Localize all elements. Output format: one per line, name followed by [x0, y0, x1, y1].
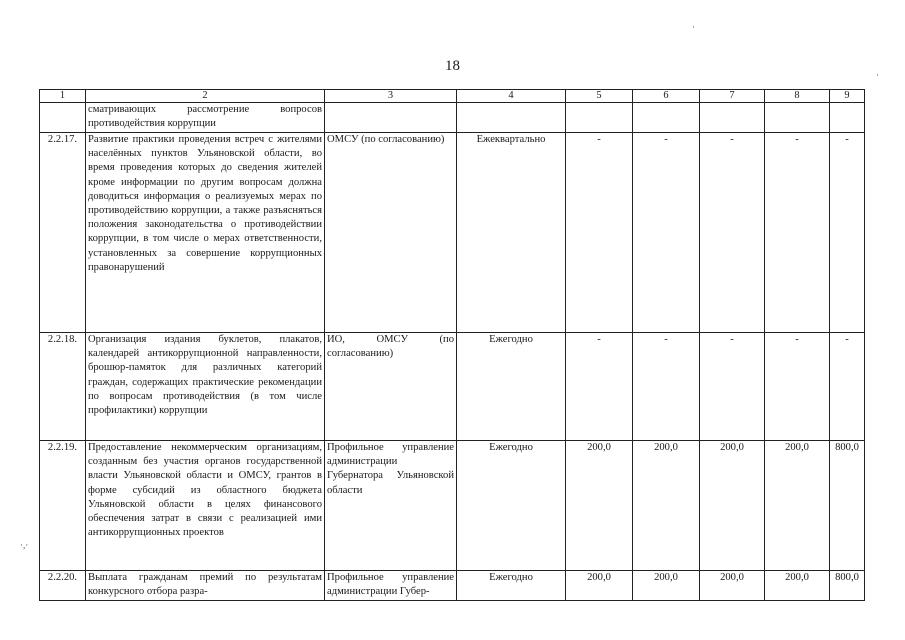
- column-header: 2: [86, 90, 325, 103]
- executor-cell: Профильное управление администрации Губернатора Ульяновской области: [325, 441, 457, 571]
- value-cell: 200,0: [566, 441, 633, 571]
- column-header: 8: [765, 90, 830, 103]
- period-cell: Ежегодно: [457, 571, 566, 601]
- value-cell: -: [633, 333, 700, 441]
- row-number: 2.2.17.: [40, 133, 86, 333]
- value-cell: 200,0: [566, 571, 633, 601]
- column-header: 3: [325, 90, 457, 103]
- column-header: 1: [40, 90, 86, 103]
- table-row: [40, 103, 865, 133]
- value-cell: [700, 103, 765, 133]
- executor-cell: [325, 103, 457, 133]
- value-cell: -: [700, 333, 765, 441]
- table-row: [40, 441, 865, 571]
- value-cell: -: [633, 133, 700, 333]
- header-row: [40, 90, 865, 103]
- measure-text: Выплата гражданам премий по результатам конкурсного отбора разра-: [86, 571, 325, 601]
- scan-speck: ·: [692, 22, 695, 32]
- table-row: [40, 571, 865, 601]
- row-number: 2.2.18.: [40, 333, 86, 441]
- value-cell: -: [566, 133, 633, 333]
- period-cell: Ежегодно: [457, 333, 566, 441]
- value-cell: 200,0: [633, 441, 700, 571]
- page-number: 18: [445, 58, 460, 74]
- table-row: [40, 133, 865, 333]
- value-cell: [830, 103, 865, 133]
- row-number: 2.2.19.: [40, 441, 86, 571]
- value-cell: -: [765, 333, 830, 441]
- value-cell: 200,0: [700, 571, 765, 601]
- value-cell: 800,0: [830, 571, 865, 601]
- measure-text: сматривающих рассмотрение вопросов противодействия коррупции: [86, 103, 325, 133]
- scan-speck: ·: [876, 70, 879, 80]
- row-number: 2.2.20.: [40, 571, 86, 601]
- value-cell: -: [566, 333, 633, 441]
- measure-text: Организация издания буклетов, плакатов, календарей антикоррупционной направленности, брошюр-памяток для различных категорий граждан, содержащих практические рекомендации по вопросам противодействия (в том числе профилактики) коррупции: [86, 333, 325, 441]
- value-cell: [633, 103, 700, 133]
- value-cell: [765, 103, 830, 133]
- value-cell: 800,0: [830, 441, 865, 571]
- measure-text: Предоставление некоммерческим организациям, созданным без участия органов государственной власти Ульяновской области и ОМСУ, грантов в форме субсидий из областного бюджета Ульяновской области в целях финансового обеспечения затрат в связи с реализацией ими антикоррупционных проектов: [86, 441, 325, 571]
- row-number: [40, 103, 86, 133]
- value-cell: [566, 103, 633, 133]
- period-cell: Ежегодно: [457, 441, 566, 571]
- executor-cell: ОМСУ (по согласованию): [325, 133, 457, 333]
- value-cell: 200,0: [765, 571, 830, 601]
- executor-cell: ИО, ОМСУ (по согласованию): [325, 333, 457, 441]
- value-cell: 200,0: [633, 571, 700, 601]
- column-header: 6: [633, 90, 700, 103]
- value-cell: 200,0: [700, 441, 765, 571]
- column-header: 5: [566, 90, 633, 103]
- value-cell: -: [700, 133, 765, 333]
- value-cell: -: [830, 333, 865, 441]
- executor-cell: Профильное управление администрации Губер-: [325, 571, 457, 601]
- column-header: 4: [457, 90, 566, 103]
- column-header: 9: [830, 90, 865, 103]
- measures-table: [39, 89, 865, 601]
- value-cell: -: [765, 133, 830, 333]
- period-cell: Ежеквартально: [457, 133, 566, 333]
- table-row: [40, 333, 865, 441]
- value-cell: 200,0: [765, 441, 830, 571]
- column-header: 7: [700, 90, 765, 103]
- measure-text: Развитие практики проведения встреч с жителями населённых пунктов Ульяновской области, во время проведения которых до сведения жителей кроме информации по другим вопросам должна доводиться информация о реализуемых мерах по противодействию коррупции, а также разъясняться положения законодательства о противодействии коррупции, в том числе о мерах ответственности, установленных за совершение коррупционных правонарушений: [86, 133, 325, 333]
- scan-speck: ·,·: [20, 540, 29, 550]
- period-cell: [457, 103, 566, 133]
- value-cell: -: [830, 133, 865, 333]
